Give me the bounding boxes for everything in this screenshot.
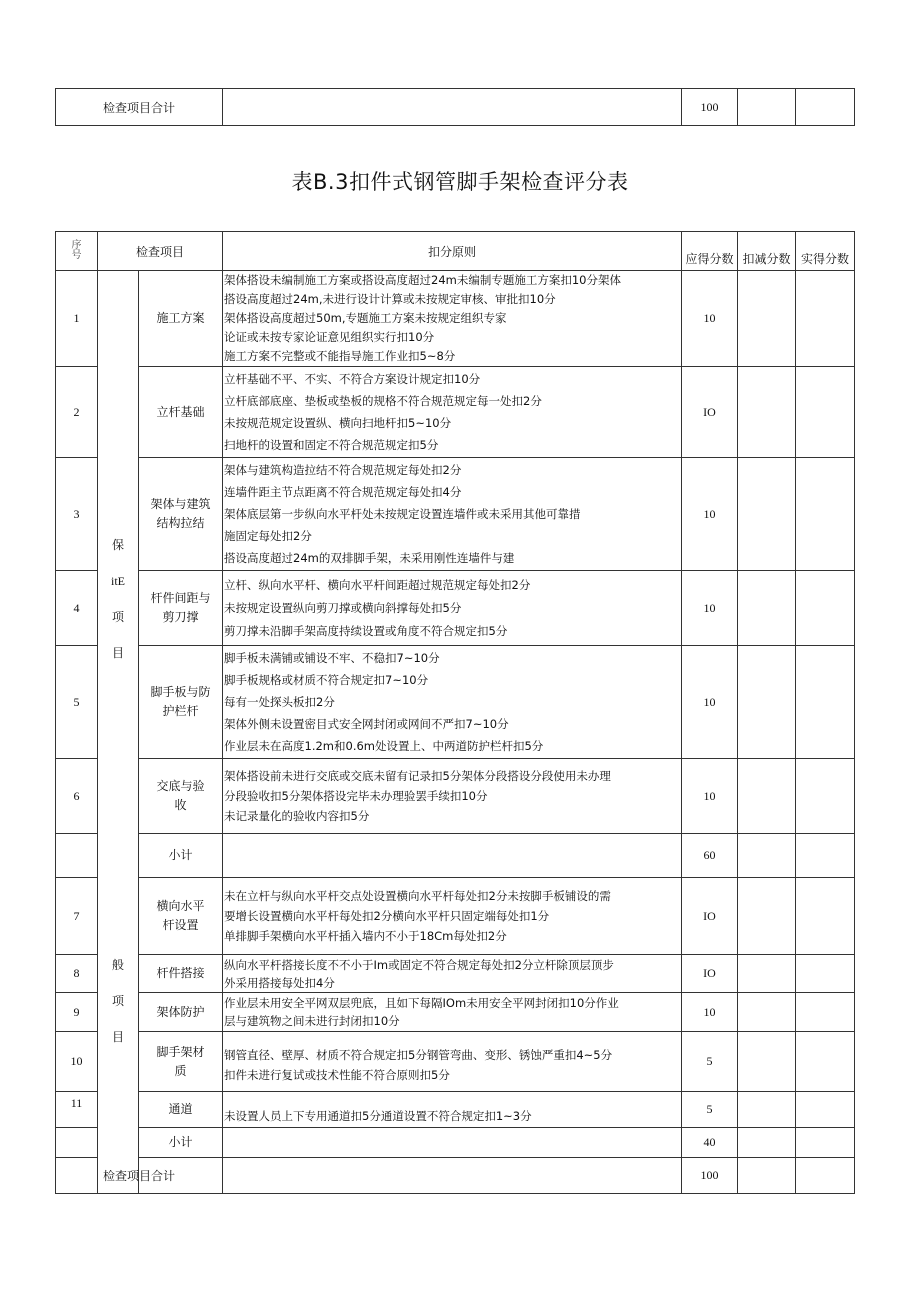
row-rules — [223, 367, 682, 458]
row-score: 10 — [682, 759, 738, 834]
row-rules — [223, 1128, 682, 1158]
row-seq: 8 — [56, 955, 98, 993]
row-actual — [796, 1128, 855, 1158]
row-seq — [56, 834, 98, 878]
row-actual — [796, 834, 855, 878]
row-rules — [223, 834, 682, 878]
row-rules — [223, 993, 682, 1032]
category-char: 项 — [111, 993, 124, 1008]
row-actual — [796, 571, 855, 646]
row-score: IO — [682, 955, 738, 993]
row-deduct — [738, 878, 796, 955]
scoring-table — [55, 231, 855, 1194]
category-char: 保 — [111, 538, 124, 553]
category-char: 目 — [111, 1029, 124, 1044]
table-row — [56, 759, 855, 834]
row-deduct — [738, 271, 796, 367]
row-item: 架体防护 — [139, 993, 223, 1032]
row-rules — [223, 1092, 682, 1128]
rule-line: 脚手板规格或材质不符合规定扣7~10分 — [224, 673, 429, 687]
category-general — [98, 878, 139, 1194]
row-seq: 7 — [56, 878, 98, 955]
row-deduct — [738, 993, 796, 1032]
rule-line: 立杆基础不平、不实、不符合方案设计规定扣10分 — [224, 372, 481, 386]
row-item: 杆件间距与剪刀撑 — [139, 571, 223, 646]
row-deduct — [738, 834, 796, 878]
rule-line: 钢管直径、壁厚、材质不符合规定扣5分钢管弯曲、变形、锈蚀严重扣4~5分 — [224, 1047, 613, 1062]
row-rules — [223, 955, 682, 993]
row-seq: 3 — [56, 458, 98, 571]
rule-line: 扣件未进行复试或技术性能不符合原则扣5分 — [224, 1067, 450, 1082]
table-row — [56, 1032, 855, 1092]
header-row — [56, 232, 855, 271]
rule-line: 架体搭设高度超过50m,专题施工方案未按规定组织专家 — [224, 311, 507, 325]
row-score: 5 — [682, 1092, 738, 1128]
rule-line: 架体底层第一步纵向水平杆处未按规定设置连墙件或未采用其他可靠措 — [224, 507, 581, 521]
top-summary-deduct — [738, 89, 796, 126]
subtotal-label: 小计 — [139, 1128, 223, 1158]
row-rules — [223, 571, 682, 646]
row-seq: 5 — [56, 646, 98, 759]
row-actual — [796, 878, 855, 955]
row-seq: 6 — [56, 759, 98, 834]
row-score: IO — [682, 367, 738, 458]
top-summary-actual — [796, 89, 855, 126]
category-char: 目 — [111, 646, 124, 661]
row-deduct — [738, 1092, 796, 1128]
row-score: 5 — [682, 1032, 738, 1092]
row-actual — [796, 646, 855, 759]
row-item: 杆件搭接 — [139, 955, 223, 993]
row-item: 脚手架材质 — [139, 1032, 223, 1092]
top-summary-label: 检查项目合计 — [56, 89, 223, 126]
table-row — [56, 271, 855, 367]
row-deduct — [738, 646, 796, 759]
row-deduct — [738, 759, 796, 834]
rule-line: 外采用搭接每处扣4分 — [224, 975, 335, 990]
row-actual — [796, 458, 855, 571]
rule-line: 架体与建筑构造拉结不符合规范规定每处扣2分 — [224, 463, 462, 477]
rule-line: 作业层未在高度1.2m和0.6m处设置上、中两道防护栏杆扣5分 — [224, 739, 544, 753]
rule-line: 脚手板未满铺或铺设不牢、不稳扣7~10分 — [224, 651, 440, 665]
category-char: 项 — [111, 610, 124, 625]
table-row — [56, 878, 855, 955]
table-row — [56, 367, 855, 458]
row-score: 10 — [682, 571, 738, 646]
rule-line: 搭设高度超过24m,未进行设计计算或未按规定审核、审批扣10分 — [224, 292, 556, 306]
row-item: 交底与验收 — [139, 759, 223, 834]
subtotal-label: 小计 — [139, 834, 223, 878]
rule-line: 剪刀撑未沿脚手架高度持续设置或角度不符合规定扣5分 — [224, 623, 508, 638]
row-rules — [223, 458, 682, 571]
row-deduct — [738, 367, 796, 458]
row-actual — [796, 1092, 855, 1128]
rule-line: 未在立杆与纵向水平杆交点处设置横向水平杆每处扣2分未按脚手板铺设的需 — [224, 889, 611, 903]
rule-line: 未按规范规定设置纵、横向扫地杆扣5~10分 — [224, 416, 452, 430]
row-seq: 9 — [56, 993, 98, 1032]
rule-line: 架体搭设前未进行交底或交底未留有记录扣5分架体分段搭设分段使用未办理 — [224, 769, 611, 783]
bottom-summary-label: 检查项目合计 — [56, 1158, 223, 1194]
rule-line: 每有一处探头板扣2分 — [224, 695, 335, 709]
category-char: 般 — [111, 957, 124, 972]
row-item: 脚手板与防护栏杆 — [139, 646, 223, 759]
top-summary-rule — [223, 89, 682, 126]
rule-line: 立杆、纵向水平杆、横向水平杆间距超过规范规定每处扣2分 — [224, 577, 531, 592]
rule-line: 施固定每处扣2分 — [224, 529, 312, 543]
table-title: 表B.3扣件式钢管脚手架检查评分表 — [291, 170, 629, 194]
row-score: 10 — [682, 993, 738, 1032]
row-item: 横向水平杆设置 — [139, 878, 223, 955]
row-item: 立杆基础 — [139, 367, 223, 458]
row-deduct — [738, 1032, 796, 1092]
row-deduct — [738, 1128, 796, 1158]
row-score: 10 — [682, 646, 738, 759]
rule-line: 论证或未按专家论证意见组织实行扣10分 — [224, 330, 435, 344]
row-seq: 1 — [56, 271, 98, 367]
row-score: 10 — [682, 458, 738, 571]
header-actual: 实得分数 — [796, 232, 855, 271]
subtotal-row — [56, 834, 855, 878]
top-summary-table — [55, 88, 855, 126]
bottom-summary-deduct — [738, 1158, 796, 1194]
rule-line: 施工方案不完整或不能指导施工作业扣5~8分 — [224, 349, 456, 363]
row-actual — [796, 955, 855, 993]
rule-line: 作业层未用安全平网双层兜底，且如下每隔IOm未用安全平网封闭扣10分作业 — [224, 996, 619, 1010]
bottom-summary-score: 100 — [682, 1158, 738, 1194]
bottom-summary-rule — [223, 1158, 682, 1194]
table-row — [56, 993, 855, 1032]
table-row — [56, 646, 855, 759]
header-rule: 扣分原则 — [223, 232, 682, 271]
top-summary-score: 100 — [682, 89, 738, 126]
table-row — [56, 571, 855, 646]
rule-line: 未设置人员上下专用通道扣5分通道设置不符合规定扣1~3分 — [224, 1109, 532, 1123]
rule-line: 纵向水平杆搭接长度不不小于Im或固定不符合规定每处扣2分立杆除顶层顶步 — [224, 957, 614, 972]
row-rules — [223, 878, 682, 955]
row-actual — [796, 1032, 855, 1092]
row-seq: 11 — [56, 1092, 98, 1128]
row-seq — [56, 1128, 98, 1158]
rule-line: 扫地杆的设置和固定不符合规范规定扣5分 — [224, 438, 439, 452]
row-actual — [796, 271, 855, 367]
row-seq: 10 — [56, 1032, 98, 1092]
row-actual — [796, 759, 855, 834]
subtotal-row — [56, 1128, 855, 1158]
table-row — [56, 1092, 855, 1128]
row-deduct — [738, 955, 796, 993]
table-row — [56, 955, 855, 993]
row-rules — [223, 271, 682, 367]
row-rules — [223, 646, 682, 759]
header-due: 应得分数 — [682, 232, 738, 271]
row-seq: 4 — [56, 571, 98, 646]
bottom-summary-actual — [796, 1158, 855, 1194]
row-rules — [223, 1032, 682, 1092]
rule-line: 要增长设置横向水平杆每处扣2分横向水平杆只固定端每处扣1分 — [224, 909, 550, 923]
rule-line: 架体搭设未编制施工方案或搭设高度超过24m未编制专题施工方案扣10分架体 — [224, 273, 621, 287]
row-deduct — [738, 571, 796, 646]
rule-line: 架体外侧未设置密目式安全网封闭或网间不严扣7~10分 — [224, 717, 509, 731]
total-row — [56, 1158, 855, 1194]
rule-line: 未记录量化的验收内容扣5分 — [224, 809, 370, 823]
category-char: itE — [111, 574, 125, 589]
rule-line: 层与建筑物之间未进行封闭扣10分 — [224, 1014, 400, 1028]
row-item: 施工方案 — [139, 271, 223, 367]
header-seq-label: 序号 — [71, 240, 82, 261]
row-rules — [223, 759, 682, 834]
row-score: 10 — [682, 271, 738, 367]
row-item: 架体与建筑结构拉结 — [139, 458, 223, 571]
header-deduct: 扣减分数 — [738, 232, 796, 271]
category-guarantee — [98, 271, 139, 878]
rule-line: 立杆底部底座、垫板或垫板的规格不符合规范规定每一处扣2分 — [224, 394, 542, 408]
row-actual — [796, 367, 855, 458]
table-row — [56, 458, 855, 571]
header-item: 检查项目 — [98, 232, 223, 271]
header-seq — [56, 232, 98, 271]
rule-line: 连墙件距主节点距离不符合规范规定每处扣4分 — [224, 485, 462, 499]
rule-line: 分段验收扣5分架体搭设完毕未办理验罢手续扣10分 — [224, 789, 488, 803]
subtotal-score: 60 — [682, 834, 738, 878]
row-item: 通道 — [139, 1092, 223, 1128]
rule-line: 未按规定设置纵向剪刀撑或横向斜撑每处扣5分 — [224, 600, 462, 615]
row-actual — [796, 993, 855, 1032]
row-deduct — [738, 458, 796, 571]
row-seq: 2 — [56, 367, 98, 458]
row-score: IO — [682, 878, 738, 955]
subtotal-score: 40 — [682, 1128, 738, 1158]
rule-line: 搭设高度超过24m的双排脚手架，未采用刚性连墙件与建 — [224, 551, 515, 565]
rule-line: 单排脚手架横向水平杆插入墙内不小于18Cm每处扣2分 — [224, 929, 507, 943]
